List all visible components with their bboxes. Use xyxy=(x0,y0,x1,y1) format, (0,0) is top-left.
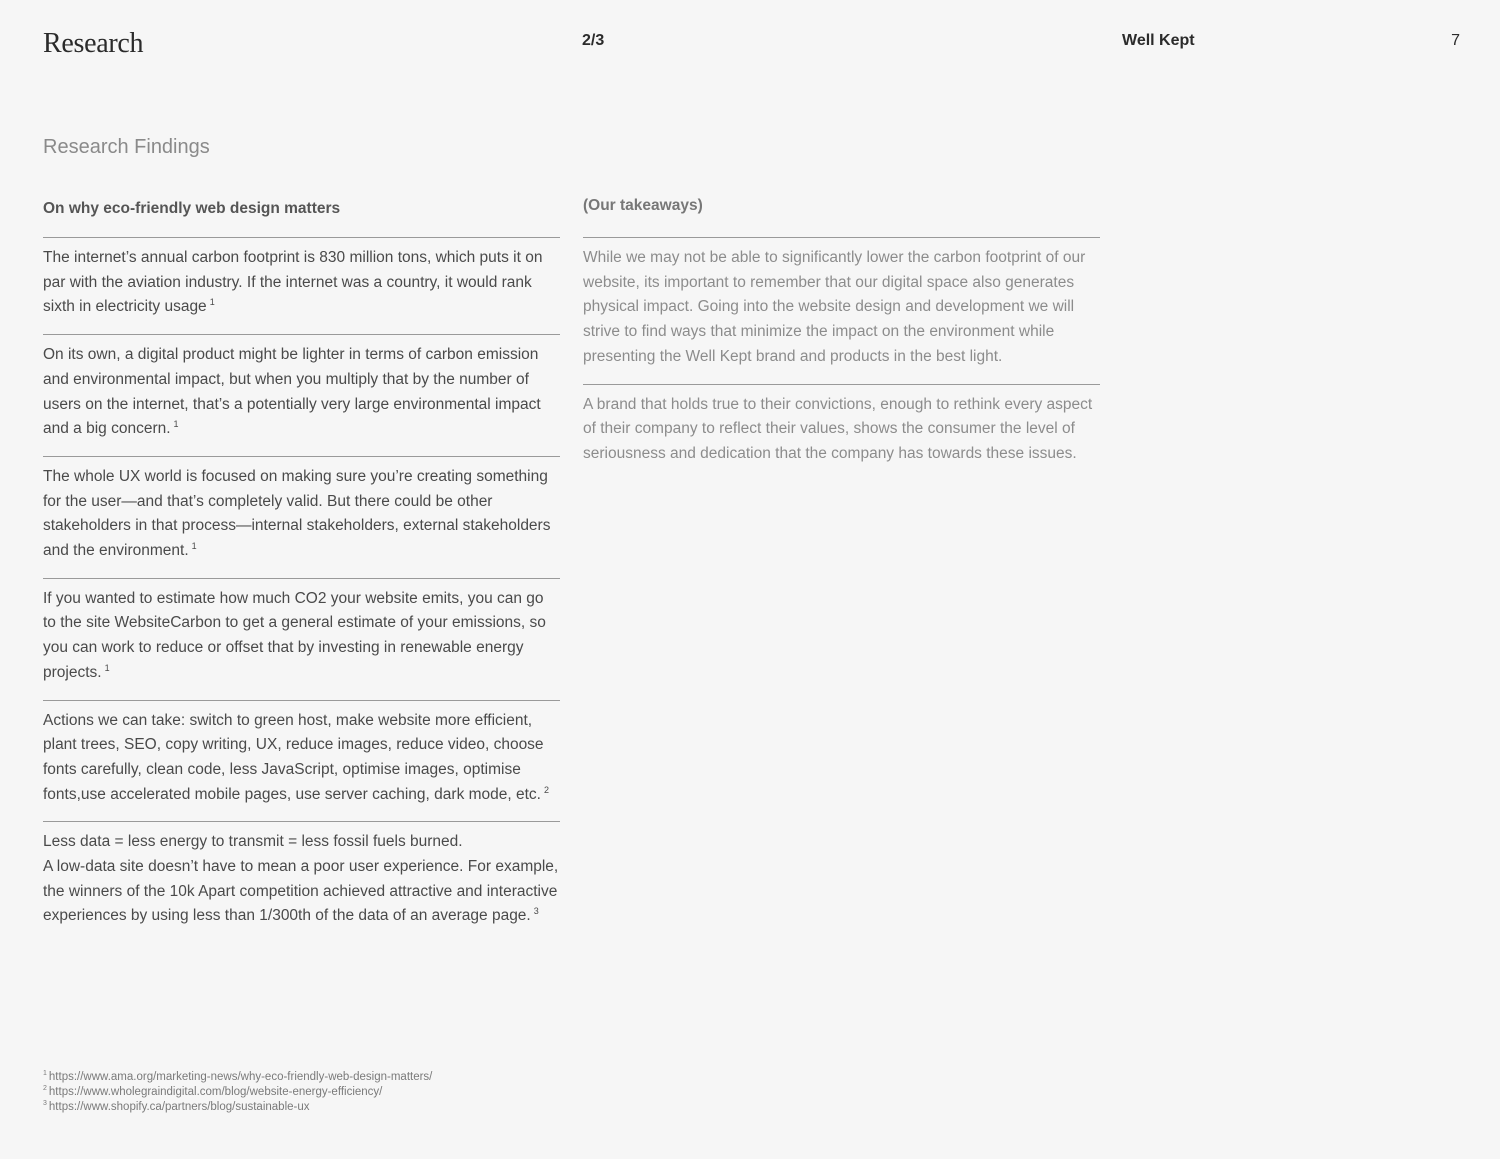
takeaway-text: While we may not be able to significantly lower the carbon footprint of our website, its important to remember that our digital space also generates physical impact. Going into the website design and development we will strive to find ways that minimize the impact on the environment while presenting the Well Kept brand and products in the best light. xyxy=(583,249,1086,365)
footnote-number: 1 xyxy=(43,1070,47,1078)
takeaways-list xyxy=(583,237,1100,481)
subheading: Research Findings xyxy=(43,136,210,158)
finding-text: Actions we can take: switch to green host, make website more efficient, plant trees, SEO, copy writing, UX, reduce images, reduce video, choose fonts carefully, clean code, less JavaScript, optimise images, optimise fonts,use accelerated mobile pages, use server caching, dark mode, etc. xyxy=(43,711,544,803)
page-part-indicator: 2/3 xyxy=(582,32,605,49)
footnote-ref: 1 xyxy=(104,662,110,673)
footnote-ref: 1 xyxy=(209,297,215,308)
footnote xyxy=(43,1100,432,1115)
footnote-ref: 2 xyxy=(544,784,550,795)
footnote-ref: 1 xyxy=(191,540,197,551)
finding-item xyxy=(43,237,560,334)
footnote-ref: 1 xyxy=(173,419,179,430)
finding-item xyxy=(43,821,560,943)
footnote xyxy=(43,1070,432,1085)
client-name: Well Kept xyxy=(1122,32,1195,49)
findings-column xyxy=(43,197,560,943)
takeaways-column xyxy=(583,194,1100,481)
finding-item xyxy=(43,334,560,456)
finding-lead: Less data = less energy to transmit = less fossil fuels burned. xyxy=(43,833,463,851)
footnote-ref: 3 xyxy=(533,906,539,917)
page-number: 7 xyxy=(1451,32,1460,49)
finding-item xyxy=(43,578,560,700)
finding-text: The internet’s annual carbon footprint is 830 million tons, which puts it on par with the aviation industry. If the internet was a country, it would rank sixth in electricity usage xyxy=(43,249,543,316)
footnote-number: 3 xyxy=(43,1100,47,1108)
takeaway-item xyxy=(583,237,1100,384)
finding-item xyxy=(43,456,560,578)
findings-heading: On why eco-friendly web design matters xyxy=(43,200,341,217)
section-title: Research xyxy=(43,28,144,59)
takeaway-item xyxy=(583,384,1100,481)
finding-text: The whole UX world is focused on making sure you’re creating something for the user—and that’s completely valid. But there could be other stakeholders in that process—internal stakeholders, external stakeholders and the environment. xyxy=(43,467,551,560)
footnote xyxy=(43,1085,432,1100)
takeaways-heading: (Our takeaways) xyxy=(583,197,703,214)
footnotes xyxy=(43,1070,432,1115)
finding-item xyxy=(43,700,560,822)
takeaway-text: A brand that holds true to their convictions, enough to rethink every aspect of their company to reflect their values, shows the consumer the level of seriousness and dedication that the company has towards these issues. xyxy=(583,395,1093,462)
finding-text: If you wanted to estimate how much CO2 your website emits, you can go to the site WebsiteCarbon to get a general estimate of your emissions, so you can work to reduce or offset that by investing in renewable energy projects. xyxy=(43,589,546,681)
footnote-number: 2 xyxy=(43,1085,47,1093)
finding-text: A low-data site doesn’t have to mean a poor user experience. For example, the winners of the 10k Apart competition achieved attractive and interactive experiences by using less than 1/300th of the data of an average page. xyxy=(43,858,559,925)
finding-text: On its own, a digital product might be lighter in terms of carbon emission and environmental impact, but when you multiply that by the number of users on the internet, that’s a potentially very large environmental impact and a big concern. xyxy=(43,346,541,438)
footnote-link[interactable]: https://www.shopify.ca/partners/blog/sustainable-ux xyxy=(48,1101,310,1113)
findings-list xyxy=(43,237,560,943)
footnote-link[interactable]: https://www.wholegraindigital.com/blog/website-energy-efficiency/ xyxy=(48,1086,383,1098)
footnote-link[interactable]: https://www.ama.org/marketing-news/why-eco-friendly-web-design-matters/ xyxy=(48,1071,433,1083)
